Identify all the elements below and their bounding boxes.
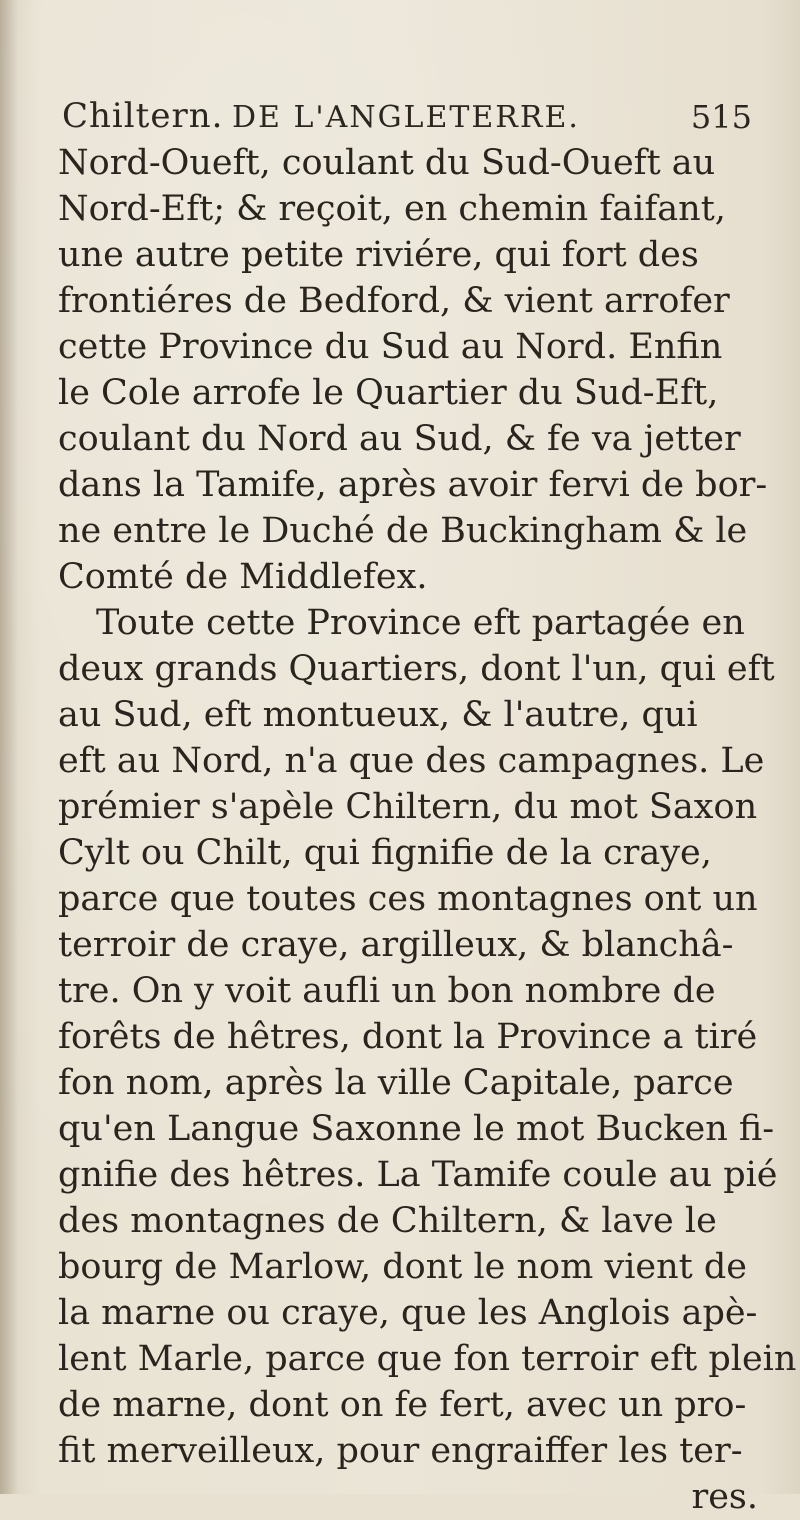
text-line-1: Nord-Oueft, coulant du Sud-Oueft au (58, 143, 716, 183)
text-line-13: au Sud, eft montueux, & l'autre, qui (58, 695, 698, 735)
text-line-2: Nord-Eft; & reçoit, en chemin faifant, (58, 189, 726, 229)
body-text (58, 140, 797, 1520)
text-line-25: bourg de Marlow, dont le nom vient de (58, 1247, 747, 1287)
running-head (62, 96, 752, 146)
text-line-27: lent Marle, parce que fon terroir eft plein (58, 1339, 797, 1379)
text-line-23: gnifie des hêtres. La Tamife coule au pié (58, 1155, 778, 1195)
text-line-3: une autre petite riviére, qui fort des (58, 235, 699, 275)
text-line-20: forêts de hêtres, dont la Province a tiré (58, 1017, 758, 1057)
paragraph-start-line: Toute cette Province eft partagée en (96, 603, 745, 643)
page-number: 515 (690, 98, 752, 136)
text-line-24: des montagnes de Chiltern, & lave le (58, 1201, 717, 1241)
text-line-8: dans la Tamife, après avoir fervi de bor- (58, 465, 768, 505)
text-line-9: ne entre le Duché de Buckingham & le (58, 511, 748, 551)
running-head-title: DE L'ANGLETERRE. (232, 100, 580, 135)
text-line-17: parce que toutes ces montagnes ont un (58, 879, 758, 919)
text-line-16: Cylt ou Chilt, qui fignifie de la craye, (58, 833, 712, 873)
text-line-4: frontiéres de Bedford, & vient arrofer (58, 281, 730, 321)
text-line-19: tre. On y voit aufli un bon nombre de (58, 971, 716, 1011)
text-line-7: coulant du Nord au Sud, & fe va jetter (58, 419, 741, 459)
text-line-15: prémier s'apèle Chiltern, du mot Saxon (58, 787, 758, 827)
text-line-12: deux grands Quartiers, dont l'un, qui eft (58, 649, 775, 689)
text-line-10: Comté de Middlefex. (58, 557, 428, 597)
text-line-26: la marne ou craye, que les Anglois apè- (58, 1293, 758, 1333)
text-line-22: qu'en Langue Saxonne le mot Bucken fi- (58, 1109, 775, 1149)
text-line-18: terroir de craye, argilleux, & blanchâ- (58, 925, 734, 965)
page-gutter-shadow (0, 0, 18, 1494)
text-line-14: eft au Nord, n'a que des campagnes. Le (58, 741, 765, 781)
catchword: res. (691, 1477, 758, 1517)
text-line-6: le Cole arrofe le Quartier du Sud-Eft, (58, 373, 719, 413)
text-line-29: fit merveilleux, pour engraiffer les ter- (58, 1431, 743, 1471)
text-line-28: de marne, dont on fe fert, avec un pro- (58, 1385, 747, 1425)
text-line-21: fon nom, après la ville Capitale, parce (58, 1063, 734, 1103)
text-line-5: cette Province du Sud au Nord. Enfin (58, 327, 723, 367)
running-head-section: Chiltern. (62, 96, 224, 136)
